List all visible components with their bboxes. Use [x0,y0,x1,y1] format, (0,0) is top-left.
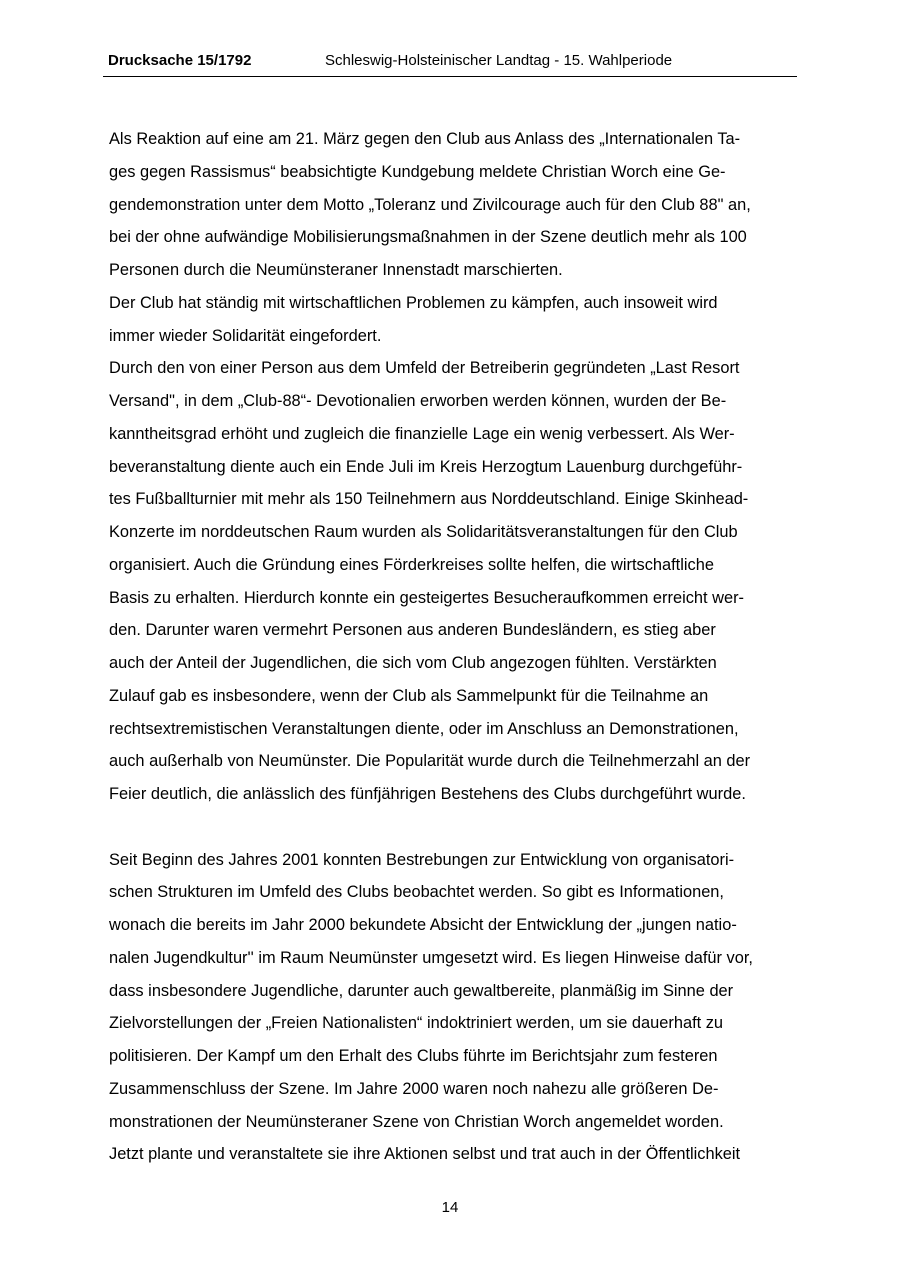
parliament-period: Schleswig-Holsteinischer Landtag - 15. Wahlperiode [325,52,673,69]
paragraph [109,123,799,287]
paragraph [109,844,799,1172]
text-line: Durch den von einer Person aus dem Umfeld der Betreiberin gegründeten „Last Resort [109,359,740,378]
body-text [109,123,799,1171]
paragraph [109,287,799,353]
text-line: auch der Anteil der Jugendlichen, die sich vom Club angezogen fühlten. Verstärkten [109,654,717,672]
text-line: Zielvorstellungen der „Freien Nationalisten“ indoktriniert werden, um sie dauerhaft zu [109,1014,724,1033]
text-line: gendemonstration unter dem Motto „Toleranz und Zivilcourage auch für den Club 88" an, [109,195,751,214]
text-line: Feier deutlich, die anlässlich des fünfjährigen Bestehens des Clubs durchgeführt wurde. [109,785,746,803]
text-line: Seit Beginn des Jahres 2001 konnten Bestrebungen zur Entwicklung von organisatori- [109,850,735,869]
text-line: monstrationen der Neumünsteraner Szene von Christian Worch angemeldet worden. [109,1112,724,1131]
text-line: Der Club hat ständig mit wirtschaftlichen Problemen zu kämpfen, auch insoweit wird [109,293,718,312]
text-line: Als Reaktion auf eine am 21. März gegen den Club aus Anlass des „Internationalen Ta- [109,130,741,148]
text-line: Zulauf gab es insbesondere, wenn der Club als Sammelpunkt für die Teilnahme an [109,686,709,705]
text-line: Konzerte im norddeutschen Raum wurden als Solidaritätsveranstaltungen für den Club [109,523,738,541]
text-line: bei der ohne aufwändige Mobilisierungsmaßnahmen in der Szene deutlich mehr als 100 [109,228,747,247]
document-number: Drucksache 15/1792 [108,52,252,69]
paragraph [109,352,799,811]
text-line: schen Strukturen im Umfeld des Clubs beobachtet werden. So gibt es Informationen, [109,883,724,902]
text-line: Personen durch die Neumünsteraner Innenstadt marschierten. [109,261,563,279]
text-line: Versand", in dem „Club-88“- Devotionalien erworben werden können, wurden der Be- [109,392,727,410]
text-line: Zusammenschluss der Szene. Im Jahre 2000 waren noch nahezu alle größeren De- [109,1079,719,1098]
text-line: beveranstaltung diente auch ein Ende Juli im Kreis Herzogtum Lauenburg durchgeführ- [109,457,743,476]
text-line: immer wieder Solidarität eingefordert. [109,326,382,345]
text-line: Jetzt plante und veranstaltete sie ihre Aktionen selbst und trat auch in der Öffentlichkeit [109,1145,741,1164]
text-line: Basis zu erhalten. Hierdurch konnte ein gesteigertes Besucheraufkommen erreicht wer- [109,588,744,607]
text-line: wonach die bereits im Jahr 2000 bekundete Absicht der Entwicklung der „jungen natio- [109,916,737,934]
text-line: rechtsextremistischen Veranstaltungen diente, oder im Anschluss an Demonstrationen, [109,719,739,738]
text-line: ges gegen Rassismus“ beabsichtigte Kundgebung meldete Christian Worch eine Ge- [109,162,726,181]
text-line: organisiert. Auch die Gründung eines Förderkreises sollte helfen, die wirtschaftliche [109,555,714,574]
page-header [103,52,797,77]
text-line: auch außerhalb von Neumünster. Die Popularität wurde durch die Teilnehmerzahl an der [109,752,751,771]
text-line: dass insbesondere Jugendliche, darunter auch gewaltbereite, planmäßig im Sinne der [109,981,734,1000]
text-line: politisieren. Der Kampf um den Erhalt des Clubs führte im Berichtsjahr zum festeren [109,1047,718,1065]
page-number: 14 [441,1199,459,1216]
text-line: nalen Jugendkultur'' im Raum Neumünster umgesetzt wird. Es liegen Hinweise dafür vor, [109,948,753,967]
text-line: den. Darunter waren vermehrt Personen aus anderen Bundesländern, es stieg aber [109,621,716,640]
paragraph-spacer [109,811,799,844]
text-line: tes Fußballturnier mit mehr als 150 Teilnehmern aus Norddeutschland. Einige Skinhead- [109,490,749,509]
text-line: kanntheitsgrad erhöht und zugleich die finanzielle Lage ein wenig verbessert. Als Wer- [109,424,735,443]
